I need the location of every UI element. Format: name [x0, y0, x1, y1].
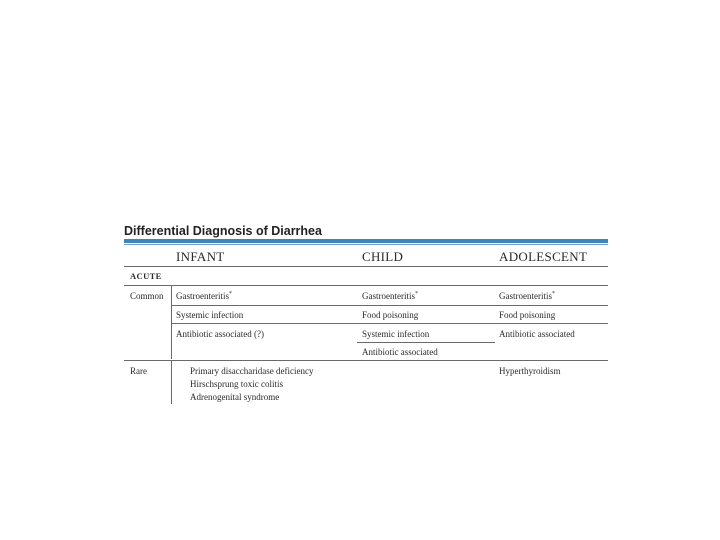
label-column-divider — [171, 360, 172, 404]
header-infant: INFANT — [176, 249, 225, 264]
title-accent-bar — [124, 239, 608, 243]
table-title: Differential Diagnosis of Diarrhea — [124, 224, 322, 238]
infant-common-item: Gastroenteritis* — [176, 291, 232, 301]
child-common-item: Systemic infection — [362, 329, 430, 339]
infant-rare-item: Hirschsprung toxic colitis — [190, 379, 283, 389]
child-common-item: Food poisoning — [362, 310, 419, 320]
row-rule — [357, 342, 495, 343]
header-adolescent: ADOLESCENT — [499, 249, 588, 264]
row-label-rare: Rare — [130, 366, 147, 376]
section-acute: ACUTE — [130, 271, 162, 281]
section-rule — [124, 285, 608, 286]
adolescent-common-item: Antibiotic associated — [499, 329, 575, 339]
child-common-item: Antibiotic associated — [362, 347, 438, 357]
adolescent-common-item: Gastroenteritis* — [499, 291, 555, 301]
row-label-common: Common — [130, 291, 164, 301]
adolescent-common-item: Food poisoning — [499, 310, 556, 320]
row-rule — [171, 305, 608, 306]
section-rule — [124, 360, 608, 361]
header-child: CHILD — [362, 249, 404, 264]
header-rule — [124, 266, 608, 267]
adolescent-rare-item: Hyperthyroidism — [499, 366, 561, 376]
label-column-divider — [171, 285, 172, 359]
child-common-item: Gastroenteritis* — [362, 291, 418, 301]
title-accent-line — [124, 244, 608, 245]
infant-rare-item: Adrenogenital syndrome — [190, 392, 280, 402]
infant-common-item: Antibiotic associated (?) — [176, 329, 264, 339]
infant-common-item: Systemic infection — [176, 310, 244, 320]
infant-rare-item: Primary disaccharidase deficiency — [190, 366, 314, 376]
row-rule — [171, 323, 608, 324]
